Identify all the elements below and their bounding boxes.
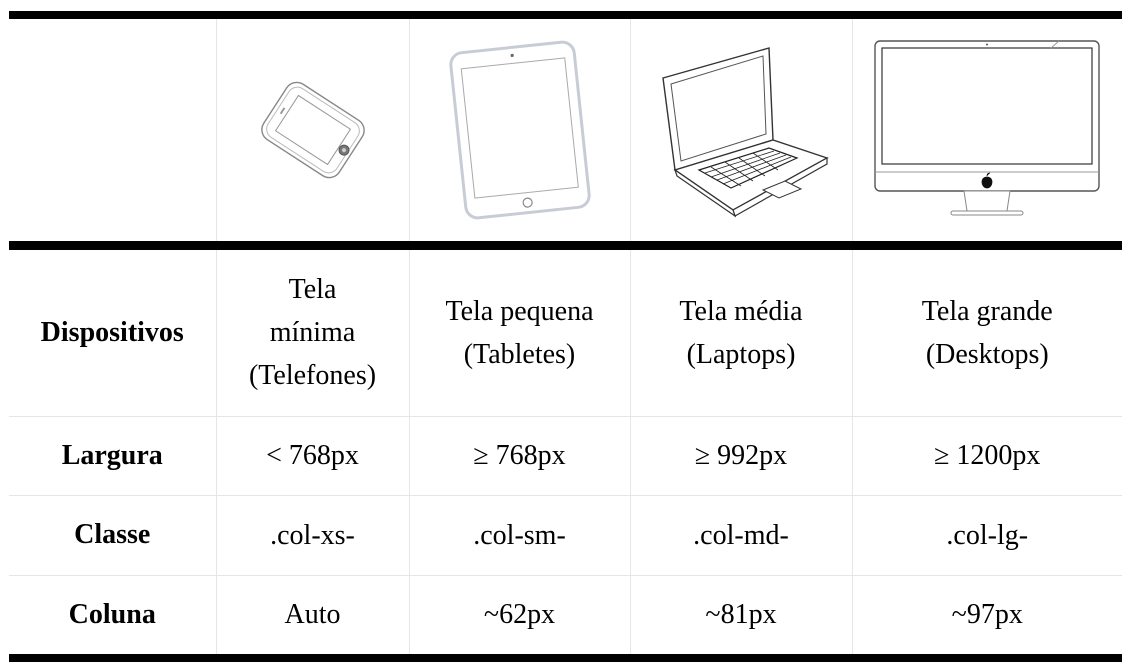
laptop-icon bbox=[651, 40, 831, 220]
row-label-class: Classe bbox=[9, 495, 216, 575]
row-label-devices: Dispositivos bbox=[40, 316, 184, 348]
width-laptop: ≥ 992px bbox=[630, 416, 852, 495]
middle-rule bbox=[9, 241, 1122, 250]
width-row bbox=[9, 416, 1122, 495]
bottom-rule bbox=[9, 654, 1122, 662]
class-phone: .col-xs- bbox=[216, 495, 409, 575]
column-desktop: ~97px bbox=[852, 575, 1122, 654]
width-phone: < 768px bbox=[216, 416, 409, 495]
phone-image-cell bbox=[216, 19, 409, 241]
width-tablet: ≥ 768px bbox=[409, 416, 630, 495]
desktop-icon bbox=[869, 39, 1105, 221]
device-images-row bbox=[9, 19, 1122, 241]
header-tablet: Tela pequena (Tabletes) bbox=[409, 250, 630, 416]
phone-icon bbox=[238, 65, 388, 195]
devices-row bbox=[9, 250, 1122, 416]
tablet-image-cell bbox=[409, 19, 630, 241]
empty-corner-cell bbox=[9, 19, 216, 241]
class-desktop: .col-lg- bbox=[852, 495, 1122, 575]
header-phone: Tela mínima (Telefones) bbox=[216, 250, 409, 416]
class-tablet: .col-sm- bbox=[409, 495, 630, 575]
row-label-column: Coluna bbox=[9, 575, 216, 654]
breakpoints-table bbox=[9, 250, 1122, 654]
row-label-width: Largura bbox=[9, 416, 216, 495]
top-rule bbox=[9, 11, 1122, 19]
tablet-icon bbox=[440, 35, 600, 225]
class-row bbox=[9, 495, 1122, 575]
column-laptop: ~81px bbox=[630, 575, 852, 654]
header-laptop: Tela média (Laptops) bbox=[630, 250, 852, 416]
width-desktop: ≥ 1200px bbox=[852, 416, 1122, 495]
column-row bbox=[9, 575, 1122, 654]
laptop-image-cell bbox=[630, 19, 852, 241]
class-laptop: .col-md- bbox=[630, 495, 852, 575]
desktop-image-cell bbox=[852, 19, 1122, 241]
header-desktop: Tela grande (Desktops) bbox=[852, 250, 1122, 416]
column-phone: Auto bbox=[216, 575, 409, 654]
column-tablet: ~62px bbox=[409, 575, 630, 654]
